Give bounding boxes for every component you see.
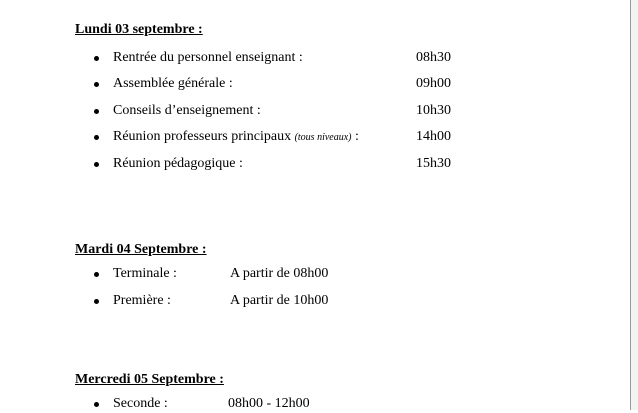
section-heading-lundi: Lundi 03 septembre : xyxy=(75,22,203,37)
item-label: Rentrée du personnel enseignant : xyxy=(113,50,303,65)
item-label-suffix: : xyxy=(351,129,359,144)
item-time: 08h30 xyxy=(416,50,451,65)
bullet-icon xyxy=(94,272,99,277)
item-time: 08h00 - 12h00 xyxy=(228,396,310,411)
section-heading-mardi: Mardi 04 Septembre : xyxy=(75,242,207,257)
bullet-icon xyxy=(94,56,99,61)
item-label: Première : xyxy=(113,293,171,308)
bullet-icon xyxy=(94,135,99,140)
bullet-icon xyxy=(94,162,99,167)
bullet-icon xyxy=(94,109,99,114)
item-time: 15h30 xyxy=(416,156,451,171)
item-time: 10h30 xyxy=(416,103,451,118)
bullet-icon xyxy=(94,82,99,87)
item-label: Seconde : xyxy=(113,396,168,411)
page-edge xyxy=(630,0,638,410)
item-label: Conseils d’enseignement : xyxy=(113,103,261,118)
section-heading-mercredi: Mercredi 05 Septembre : xyxy=(75,372,224,387)
item-time: 14h00 xyxy=(416,129,451,144)
item-time: A partir de 10h00 xyxy=(230,293,329,308)
item-label: Terminale : xyxy=(113,266,177,281)
item-time: 09h00 xyxy=(416,76,451,91)
item-time: A partir de 08h00 xyxy=(230,266,329,281)
bullet-icon xyxy=(94,402,99,407)
item-label: Assemblée générale : xyxy=(113,76,233,91)
item-label: Réunion pédagogique : xyxy=(113,156,243,171)
item-label xyxy=(113,128,359,147)
bullet-icon xyxy=(94,299,99,304)
item-note: (tous niveaux) xyxy=(294,132,352,143)
item-label-text: Réunion professeurs principaux xyxy=(113,129,295,144)
